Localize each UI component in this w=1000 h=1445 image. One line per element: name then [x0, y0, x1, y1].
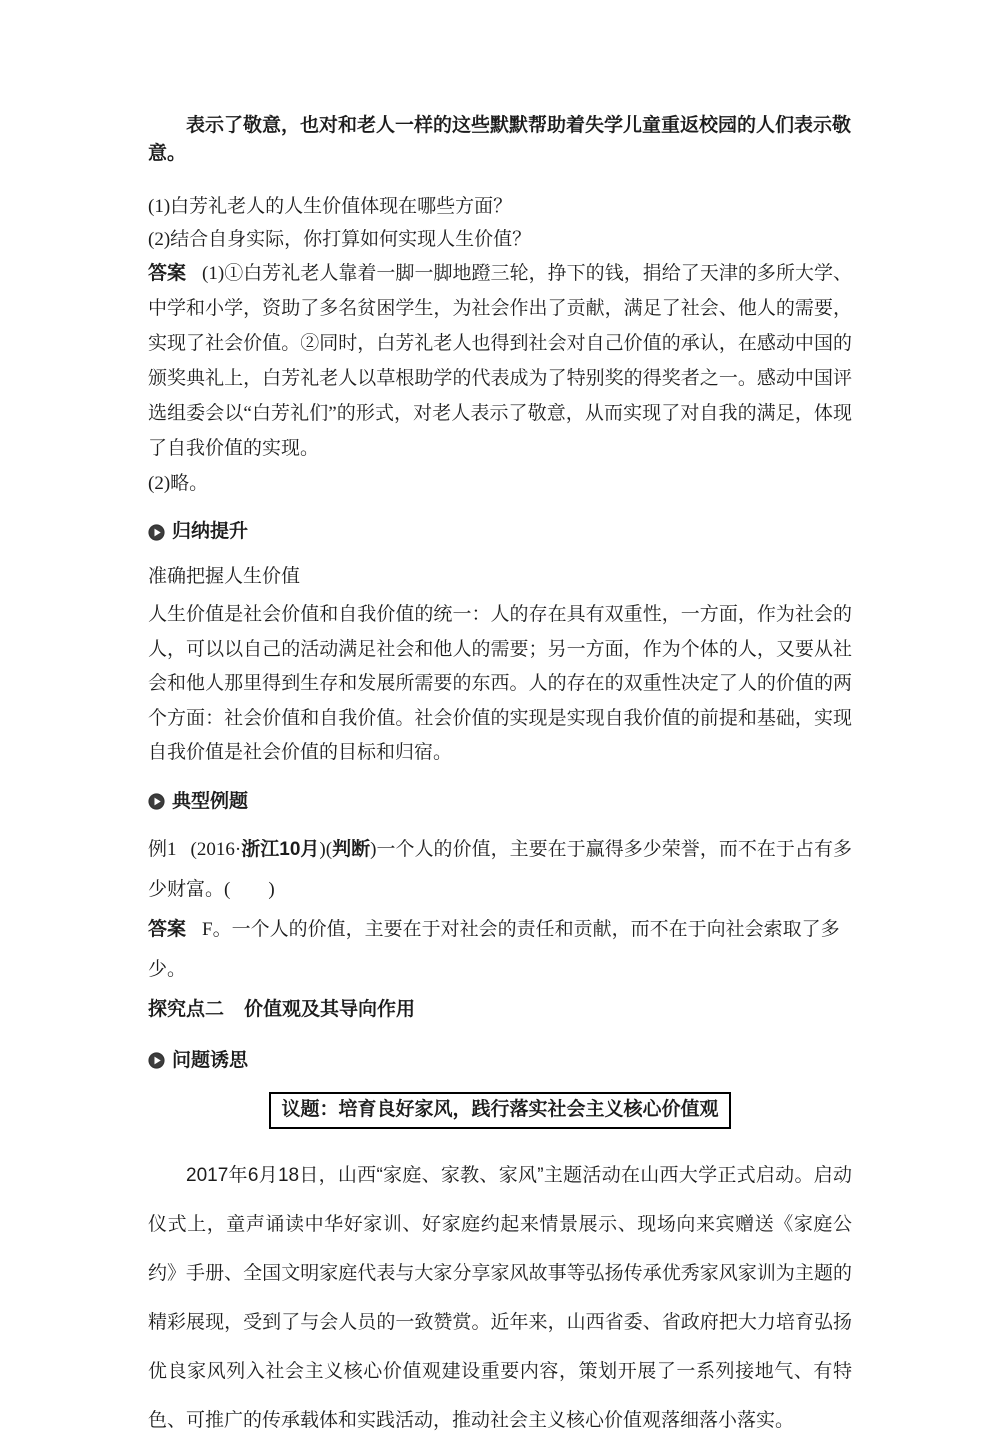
section-header-label: 问题诱思	[172, 1049, 249, 1071]
section-header-wenti-yousi	[148, 1047, 852, 1075]
question-1: (1)白芳礼老人的人生价值体现在哪些方面？	[148, 196, 513, 217]
play-circle-icon	[148, 1052, 165, 1069]
play-circle-icon	[148, 793, 165, 810]
section-header-dianxing-liti	[148, 788, 852, 816]
answer-1-note: (2)略。	[148, 473, 209, 494]
answer-label: 答案	[148, 918, 187, 940]
example-source-mid: )(	[319, 838, 333, 860]
section-header-label: 归纳提升	[172, 521, 249, 542]
explore-point-text: 价值观及其导向作用	[244, 998, 416, 1020]
section-header-label: 典型例题	[172, 790, 249, 812]
answer-2-paragraph	[148, 910, 852, 990]
guina-body-paragraph: 人生价值是社会价值和自我价值的统一：人的存在具有双重性，一方面，作为社会的人，可以以自己的活动满足社会和他人的需要；另一方面，作为个体的人，又要从社会和他人那里得到生存和发展所需要的东西。人的存在的双重性决定了人的价值的两个方面：社会价值和自我价值。社会价值的实现是实现自我价值的前提和基础，实现自我价值是社会价值的目标和归宿。	[148, 604, 852, 763]
section-header-guina-tisheng	[148, 518, 852, 546]
example-source-tag: 判断	[332, 838, 371, 860]
example-source-place: 浙江10月	[241, 838, 320, 860]
answer-label: 答案	[148, 263, 187, 284]
explore-point-title	[148, 990, 852, 1030]
guina-subtitle: 准确把握人生价值	[148, 566, 301, 587]
example-label: 例1	[148, 838, 177, 860]
example-question-text: 一个人的价值，主要在于赢得多少荣誉，而不在于占有多少财富。( )	[148, 838, 852, 900]
material-paragraph: 2017年6月18日，山西“家庭、家教、家风”主题活动在山西大学正式启动。启动仪式上，童声诵读中华好家训、好家庭约起来情景展示、现场向来宾赠送《家庭公约》手册、全国文明家庭代表与大家分享家风故事等弘扬传承优秀家风家训为主题的精彩展现，受到了与会人员的一致赞赏。近年来，山西省委、省政府把大力培育弘扬优良家风列入社会主义核心价值观建设重要内容，策划开展了一系列接地气、有特色、可推广的传承载体和实践活动，推动社会主义核心价值观落细落小落实。	[148, 1164, 852, 1431]
answer-1-paragraph	[148, 256, 852, 466]
explore-point-label: 探究点二	[148, 998, 225, 1020]
topic-box: 议题：培育良好家风，践行落实社会主义核心价值观	[269, 1092, 730, 1129]
answer-2-mark: F。	[202, 918, 232, 940]
play-circle-icon	[148, 524, 165, 541]
example-1-paragraph	[148, 830, 852, 910]
answer-1-text: (1)①白芳礼老人靠着一脚一脚地蹬三轮，挣下的钱，捐给了天津的多所大学、中学和小学，资助了多名贫困学生，为社会作出了贡献，满足了社会、他人的需要，实现了社会价值。②同时，白芳礼老人也得到社会对自己价值的承认，在感动中国的颁奖典礼上，白芳礼老人以草根助学的代表成为了特别奖的得奖者之一。感动中国评选组委会以“白芳礼们”的形式，对老人表示了敬意，从而实现了对自我的满足，体现了自我价值的实现。	[148, 263, 852, 459]
answer-2-text: 一个人的价值，主要在于对社会的责任和贡献，而不在于向社会索取了多少。	[148, 918, 840, 980]
example-source-close: )	[370, 838, 377, 860]
question-2: (2)结合自身实际，你打算如何实现人生价值？	[148, 229, 532, 250]
intro-paragraph: 表示了敬意，也对和老人一样的这些默默帮助着失学儿童重返校园的人们表示敬意。	[148, 115, 852, 164]
example-source-open: (2016·	[190, 838, 242, 860]
